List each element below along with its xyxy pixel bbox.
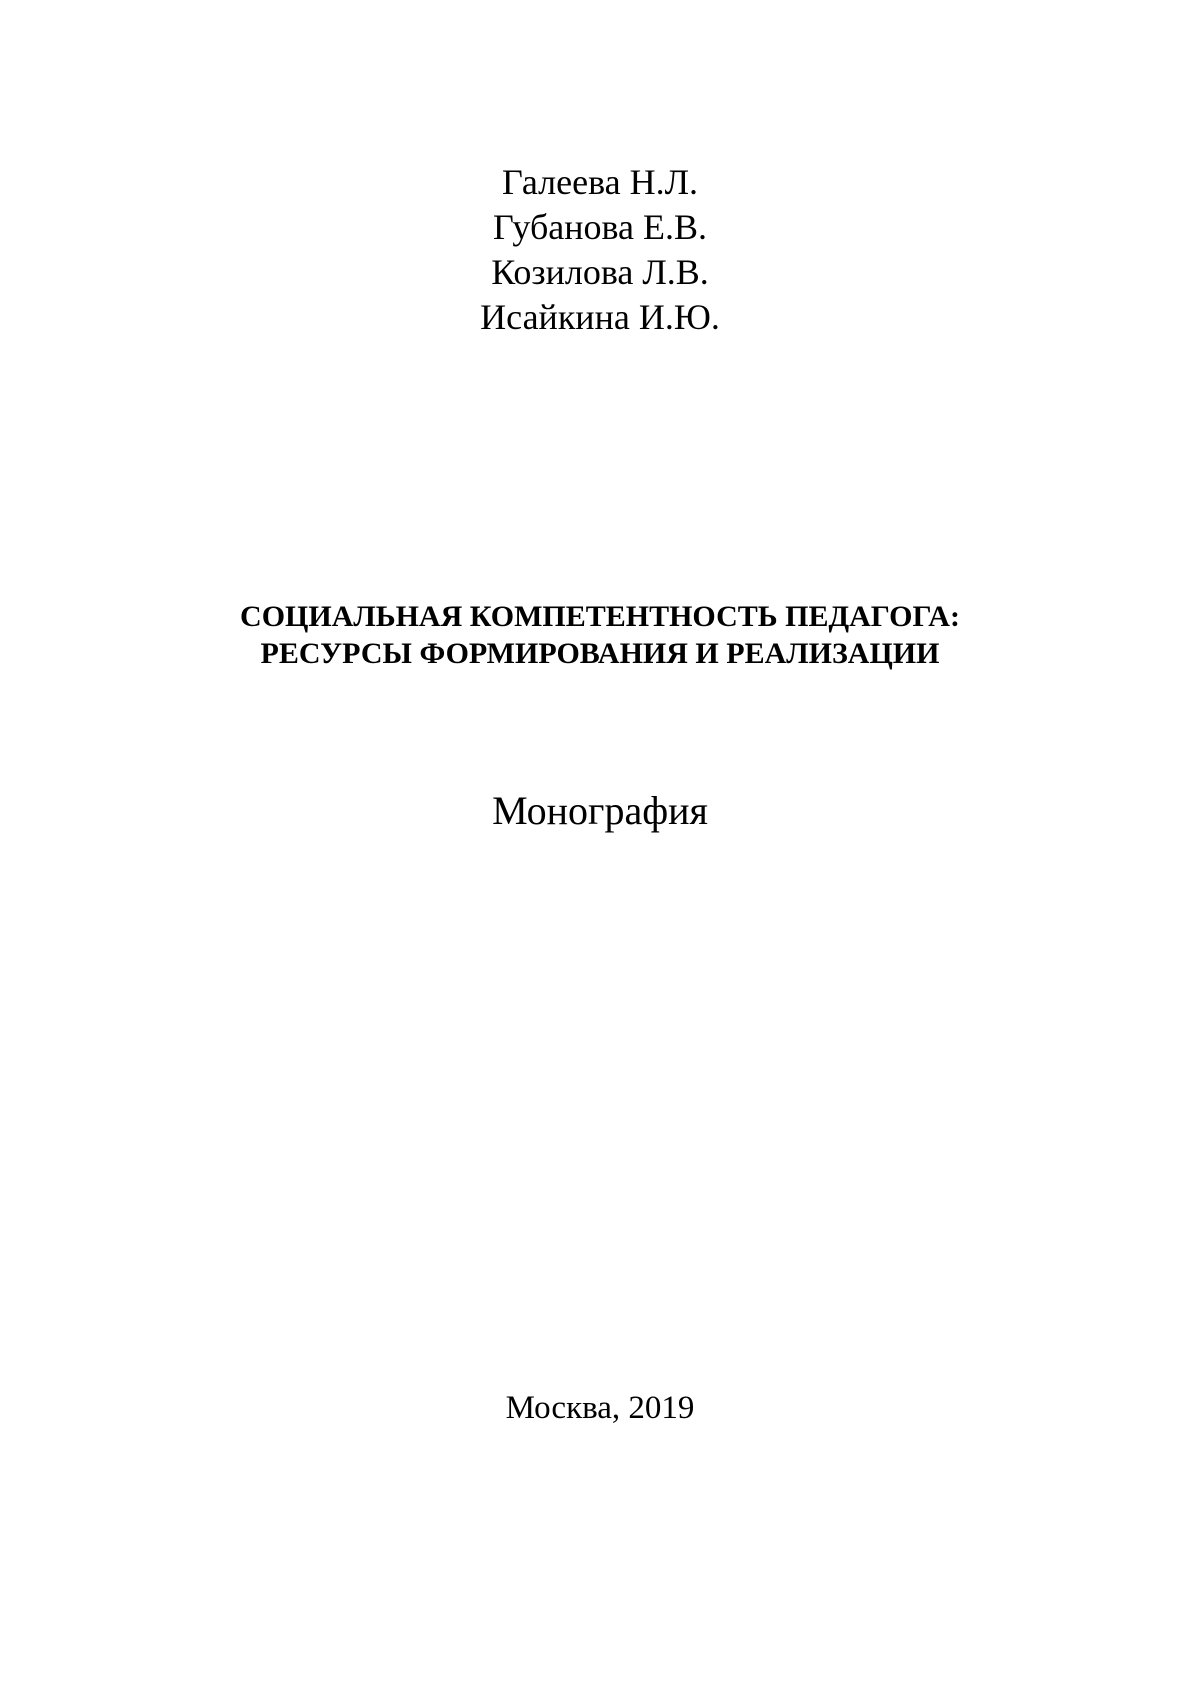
author-list: [0, 160, 1200, 340]
author-name: Исайкина И.Ю.: [480, 297, 720, 337]
publication-type: Монография: [492, 788, 708, 833]
book-title-line: СОЦИАЛЬНАЯ КОМПЕТЕНТНОСТЬ ПЕДАГОГА:: [240, 600, 960, 633]
imprint-place-year: Москва, 2019: [505, 1390, 695, 1426]
book-title: [0, 598, 1200, 672]
book-title-line: РЕСУРСЫ ФОРМИРОВАНИЯ И РЕАЛИЗАЦИИ: [260, 637, 940, 670]
author-name: Козилова Л.В.: [491, 252, 709, 292]
author-name: Галеева Н.Л.: [501, 162, 699, 202]
author-name: Губанова Е.В.: [492, 207, 708, 247]
